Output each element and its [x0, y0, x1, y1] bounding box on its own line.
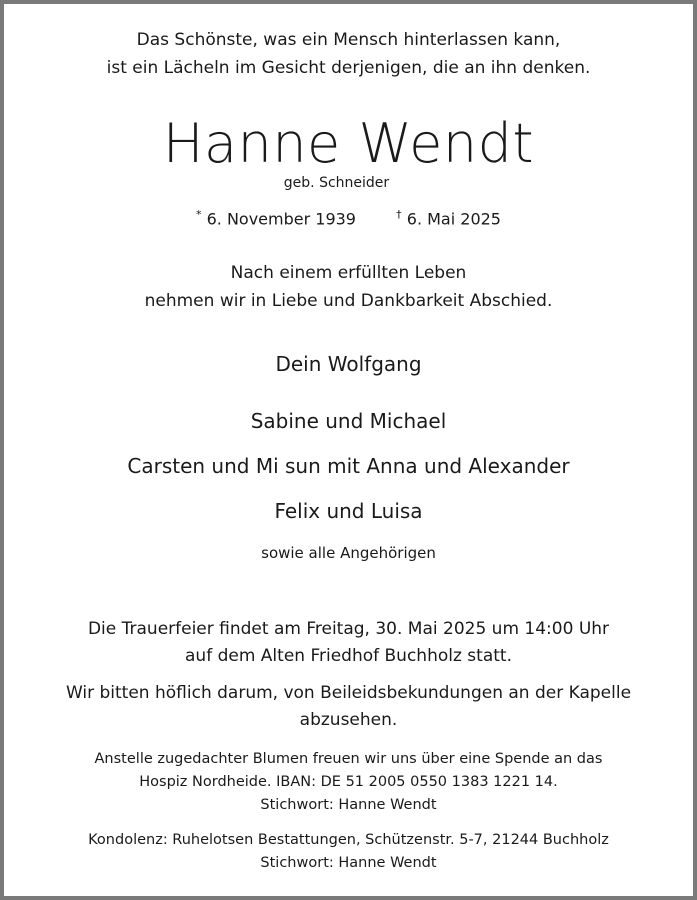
deceased-name: Hanne Wendt	[162, 112, 535, 175]
family-line-2: Carsten und Mi sun mit Anna und Alexander	[127, 454, 570, 478]
life-dates	[4, 204, 693, 230]
request-line-1: Wir bitten höflich darum, von Beileidsbekundungen an der Kapelle	[65, 683, 632, 703]
quote-line-2: ist ein Lächeln im Gesicht derjenigen, die an ihn denken.	[106, 58, 591, 78]
birth-symbol: *	[196, 208, 202, 221]
service-line-2: auf dem Alten Friedhof Buchholz statt.	[185, 646, 512, 666]
family-line-1: Sabine und Michael	[250, 409, 447, 433]
farewell-line-1: Nach einem erfüllten Leben	[230, 263, 467, 283]
service-line-1: Die Trauerfeier findet am Freitag, 30. Mai 2025 um 14:00 Uhr	[87, 619, 610, 639]
birth-name: geb. Schneider	[283, 175, 390, 191]
donation-line-2: Hospiz Nordheide. IBAN: DE 51 2005 0550 1383 1221 14.	[139, 774, 558, 790]
family-others: sowie alle Angehörigen	[261, 544, 436, 562]
donation-keyword: Stichwort: Hanne Wendt	[260, 797, 437, 813]
farewell-line-2: nehmen wir in Liebe und Dankbarkeit Abschied.	[144, 291, 553, 311]
birth-date: 6. November 1939	[206, 209, 356, 229]
condolence-keyword: Stichwort: Hanne Wendt	[260, 855, 437, 871]
family-line-3: Felix und Luisa	[274, 499, 423, 523]
death-symbol: †	[396, 208, 402, 221]
request-line-2: abzusehen.	[299, 710, 398, 730]
condolence-line-1: Kondolenz: Ruhelotsen Bestattungen, Schützenstr. 5-7, 21244 Buchholz	[88, 832, 609, 848]
donation-line-1: Anstelle zugedachter Blumen freuen wir uns über eine Spende an das	[94, 751, 603, 767]
family-spouse: Dein Wolfgang	[275, 352, 422, 376]
quote-line-1: Das Schönste, was ein Mensch hinterlassen kann,	[136, 30, 561, 50]
death-date: 6. Mai 2025	[406, 209, 501, 229]
